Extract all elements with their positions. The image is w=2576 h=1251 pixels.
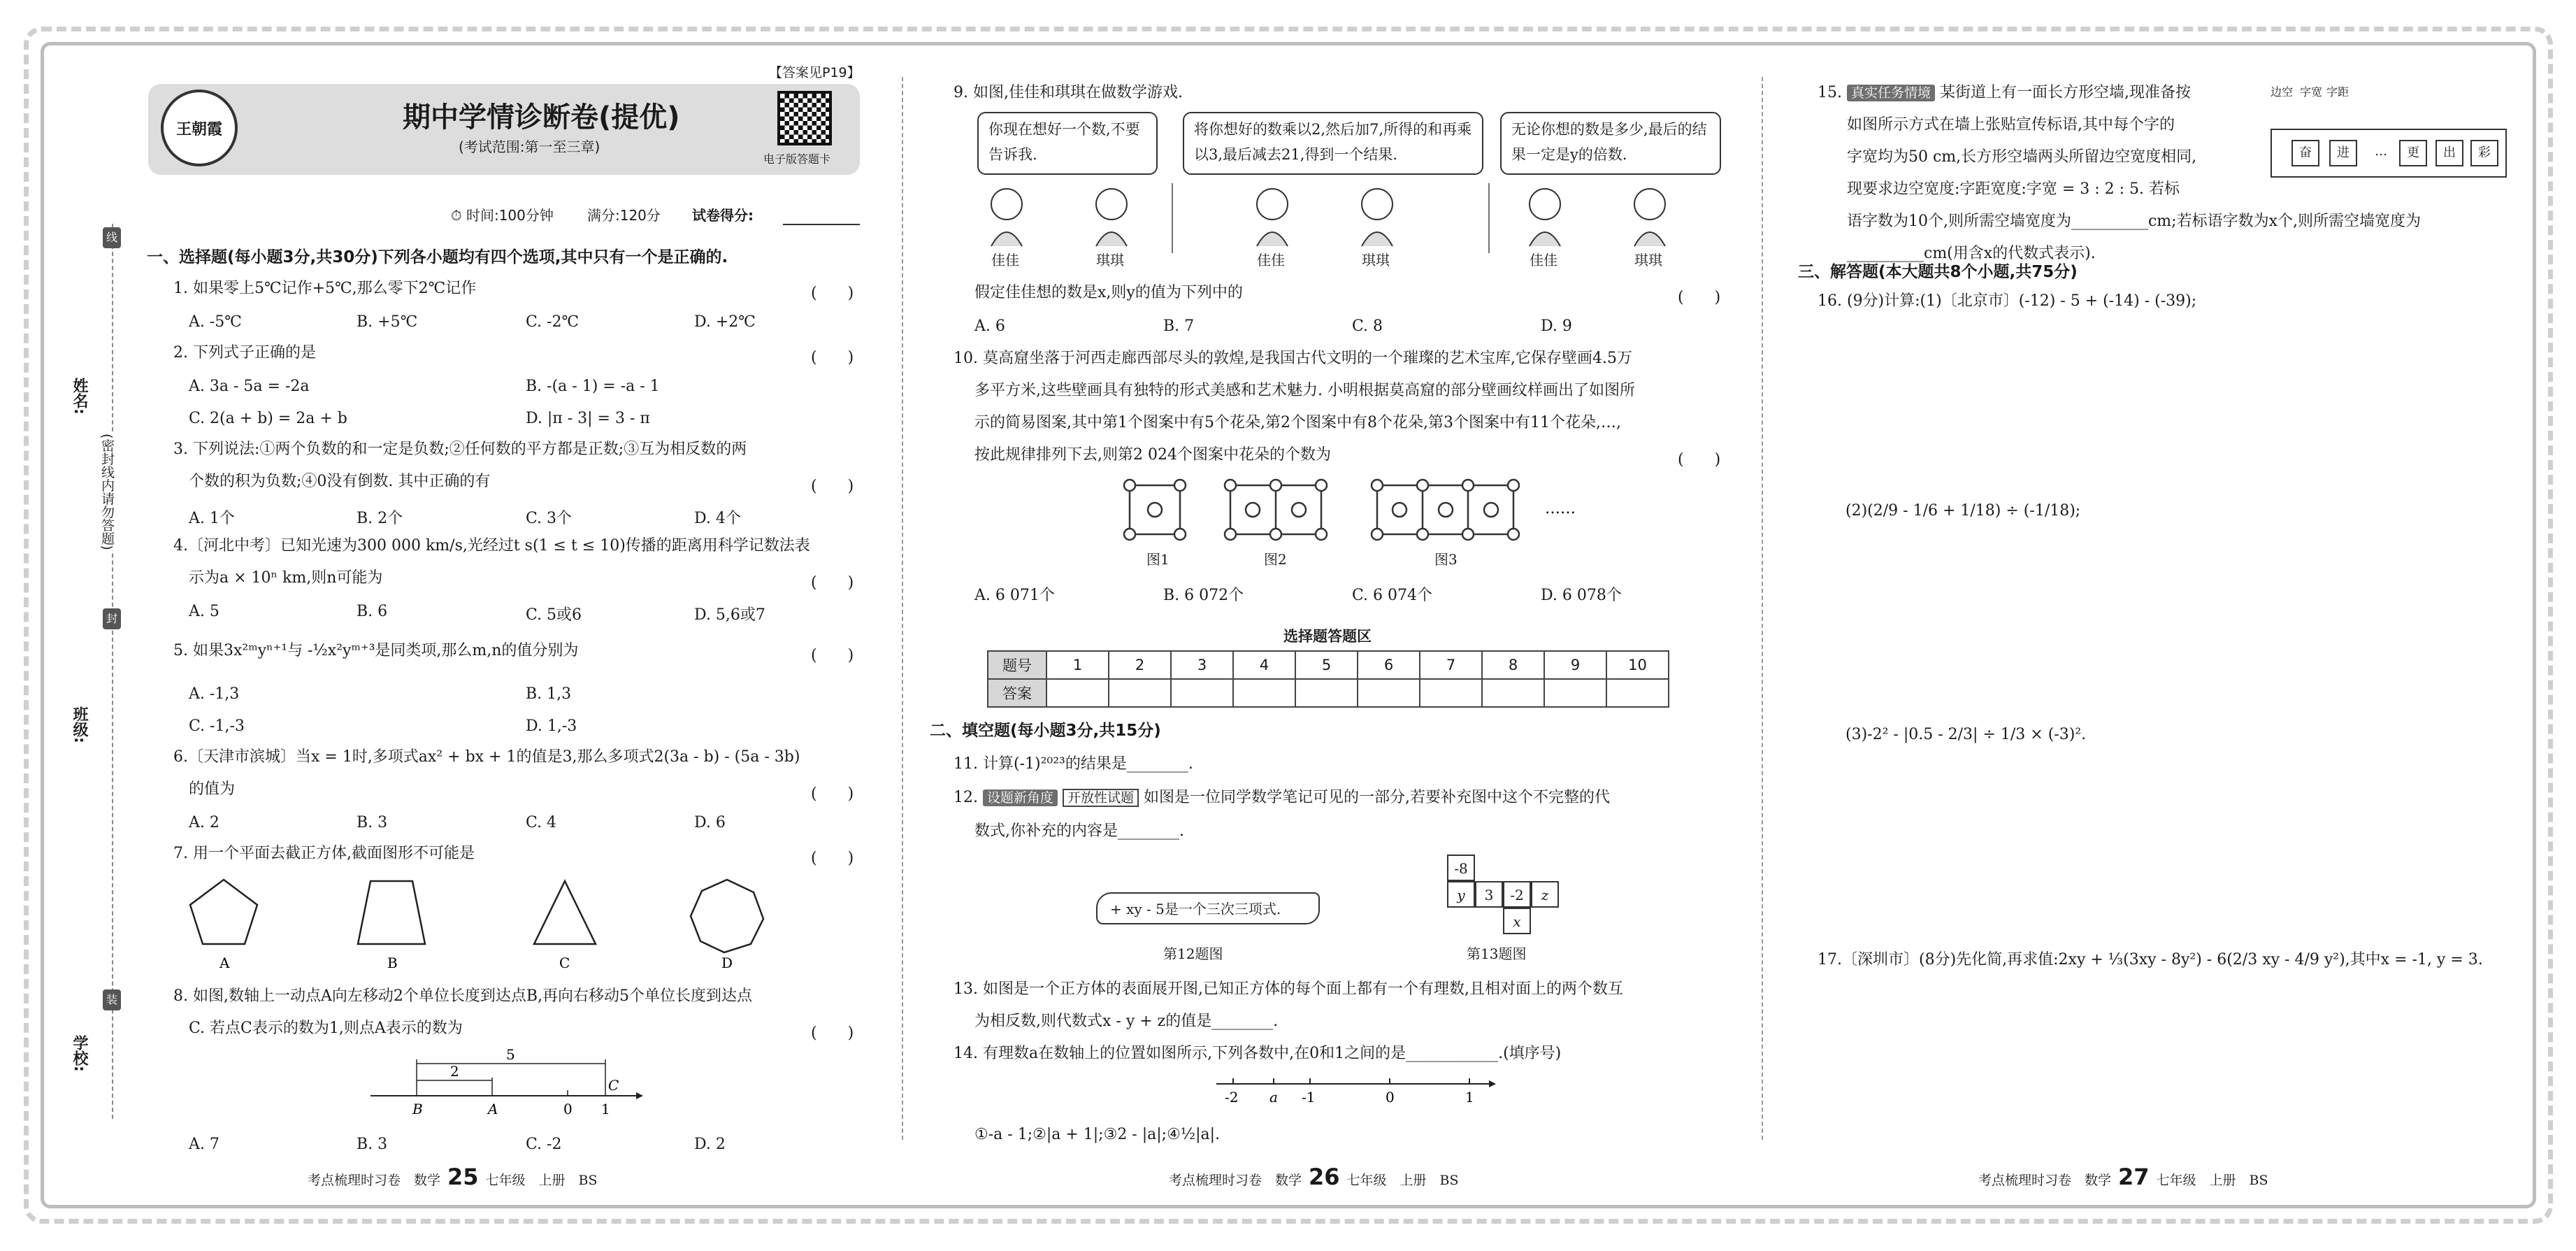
binding-note: (密封线内请勿答题) [98,434,117,550]
answer-cell-5[interactable] [1295,679,1358,707]
q15-text-line3: 字宽均为50 cm,长方形空墙两头所留边空宽度相同, [1847,148,2197,166]
answer-table-num-2: 2 [1109,651,1171,679]
q12-caption: 第12题图 [1163,945,1223,962]
answer-cell-2[interactable] [1109,679,1171,707]
q12-text-line1: 如图是一位同学数学笔记可见的一部分,若要补充图中这个不完整的代 [1144,789,1611,806]
q7-text: 7. 用一个平面去截正方体,截面图形不可能是 [173,845,475,862]
q6-option-b[interactable]: B. 3 [357,814,388,831]
pentagon-shape[interactable] [190,880,257,944]
answer-table-number-row [988,651,1669,679]
q5-answer-paren[interactable]: ( ) [811,647,854,664]
answer-cell-8[interactable] [1482,679,1544,707]
q13-text-line2: 为相反数,则代数式x - y + z的值是________. [974,1013,1279,1030]
q6-option-d[interactable]: D. 6 [694,814,726,831]
q14-text: 14. 有理数a在数轴上的位置如图所示,下列各数中,在0和1之间的是____________.(填序号) [954,1045,1562,1062]
q15-char-5: 彩 [2470,140,2498,166]
q13-cell-y: y [1447,881,1475,908]
q8-option-b[interactable]: B. 3 [357,1136,388,1153]
answer-cell-7[interactable] [1420,679,1482,707]
q3-option-c[interactable]: C. 3个 [526,510,573,527]
pattern-figure-1 [1124,480,1186,540]
q13-caption: 第13题图 [1467,945,1527,962]
q4-option-b[interactable]: B. 6 [357,603,388,620]
q9-characters [979,183,1734,253]
q12-tag-new-angle: 设题新角度 [983,789,1058,806]
answer-table-num-4: 4 [1233,651,1295,679]
q10-fig3-caption: 图3 [1434,551,1458,568]
answer-cell-9[interactable] [1544,679,1606,707]
q1-option-c[interactable]: C. -2℃ [526,313,580,331]
q3-answer-paren[interactable]: ( ) [811,478,854,495]
answer-table-answer-header: 答案 [988,679,1046,707]
q8-option-d[interactable]: D. 2 [694,1136,726,1153]
q4-text-line2: 示为a × 10ⁿ km,则n可能为 [189,569,383,587]
q1-option-d[interactable]: D. +2℃ [694,313,756,331]
q9-option-a[interactable]: A. 6 [974,317,1005,335]
q12-text [954,790,1610,806]
q9-text: 9. 如图,佳佳和琪琪在做数学游戏. [954,84,1183,101]
q5-option-b[interactable]: B. 1,3 [526,685,572,703]
q7-answer-paren[interactable]: ( ) [811,850,854,867]
octagon-shape[interactable] [691,880,763,952]
name-label: 姓名: [71,378,88,415]
q1-answer-paren[interactable]: ( ) [811,285,854,302]
q9-option-d[interactable]: D. 9 [1541,317,1572,335]
exam-full-score: 满分:120分 [587,207,661,224]
q14-tick-a: a [1269,1089,1278,1106]
qiqi-figure-2 [1362,189,1393,246]
q9-name-qiqi-2: 琪琪 [1362,252,1390,269]
q11-text: 11. 计算(-1)²⁰²³的结果是________. [954,755,1193,773]
q15-number: 15. [1818,84,1842,101]
answer-cell-6[interactable] [1358,679,1420,707]
q14-tick-0: 0 [1386,1089,1395,1106]
q2-option-c[interactable]: C. 2(a + b) = 2a + b [189,410,347,427]
q4-answer-paren[interactable]: ( ) [811,574,854,592]
q8-fig-label-zero: 0 [563,1101,573,1117]
q14-tick-neg2: -2 [1225,1089,1239,1106]
q10-text-line4: 按此规律排列下去,则第2 024个图案中花朵的个数为 [974,446,1331,464]
q14-tick-1: 1 [1465,1089,1474,1106]
q6-text-line1: 6.〔天津市滨城〕当x = 1时,多项式ax² + bx + 1的值是3,那么多项式2(3a - b) - (5a - 3b) [173,748,800,766]
q4-option-d[interactable]: D. 5,6或7 [694,606,765,624]
q16-part2: (2)(2/9 - 1/6 + 1/18) ÷ (-1/18); [1845,502,2081,520]
q9-name-qiqi-1: 琪琪 [1096,252,1124,269]
answer-cell-1[interactable] [1046,679,1109,707]
q8-number-line [364,1045,643,1122]
q10-fig1-caption: 图1 [1146,551,1170,568]
q9-option-c[interactable]: C. 8 [1352,317,1383,335]
q15-char-1: 奋 [2291,140,2319,166]
q6-text-line2: 的值为 [189,780,236,798]
q3-option-a[interactable]: A. 1个 [189,510,235,527]
footer-25-left: 考点梳理时习卷 数学 [308,1173,441,1188]
q6-answer-paren[interactable]: ( ) [811,785,854,803]
q3-text-line1: 3. 下列说法:①两个负数的和一定是负数;②任何数的平方都是正数;③互为相反数的两 [173,441,747,458]
jiajia-figure-2 [1257,189,1288,246]
footer-page-25 [308,1164,598,1190]
q10-option-b[interactable]: B. 6 072个 [1163,587,1244,604]
q10-text-line2: 多平方米,这些壁画具有独特的形式美感和艺术魅力. 小明根据莫高窟的部分壁画纹样画出了如图所 [974,382,1635,399]
q8-answer-paren[interactable]: ( ) [811,1024,854,1042]
exam-scope: (考试范围:第一至三章) [459,138,600,155]
page-number-25: 25 [447,1164,479,1190]
q15-char-3: 更 [2399,140,2427,166]
q13-cell-x: x [1503,908,1531,934]
section-3-heading: 三、解答题(本大题共8个小题,共75分) [1798,263,2078,281]
q1-option-b[interactable]: B. +5℃ [357,313,418,331]
qr-caption: 电子版答题卡 [763,152,831,166]
answer-cell-4[interactable] [1233,679,1295,707]
q8-fig-label-c: C [608,1077,619,1094]
trapezoid-shape[interactable] [358,881,425,944]
answer-ref: 【答案见P19】 [769,65,861,80]
q10-text-line1: 10. 莫高窟坐落于河西走廊西部尽头的敦煌,是我国古代文明的一个璀璨的艺术宝库,它保存壁画4.5万 [954,350,1632,367]
score-label: 试卷得分: [692,207,754,224]
answer-table-num-10: 10 [1606,651,1669,679]
q10-option-a[interactable]: A. 6 071个 [974,587,1055,604]
q12-tag-open: 开放性试题 [1063,789,1139,807]
publisher-logo [161,90,238,166]
answer-table-num-9: 9 [1544,651,1606,679]
qr-code[interactable] [777,91,832,145]
q8-option-c[interactable]: C. -2 [526,1136,562,1153]
footer-page-27 [1978,1164,2268,1190]
section-1-heading: 一、选择题(每小题3分,共30分)下列各小题均有四个选项,其中只有一个是正确的. [147,248,728,266]
footer-27-left: 考点梳理时习卷 数学 [1978,1173,2112,1188]
q3-option-d[interactable]: D. 4个 [694,510,741,527]
q13-cell-neg8: -8 [1447,855,1475,881]
q1-text: 1. 如果零上5℃记作+5℃,那么零下2℃记作 [173,280,477,297]
q13-cell-z: z [1531,881,1559,908]
answer-table-number-header: 题号 [988,651,1046,679]
q14-tick-neg1: -1 [1302,1089,1316,1106]
q15-char-4: 出 [2435,140,2463,166]
binding-line [112,224,113,1119]
school-label: 学校: [71,1035,88,1072]
answer-table-num-8: 8 [1482,651,1544,679]
footer-26-right: 七年级 上册 BS [1346,1173,1459,1188]
answer-cell-10[interactable] [1606,679,1669,707]
q8-fig-label-b: B [412,1101,423,1117]
q4-option-c[interactable]: C. 5或6 [526,606,582,624]
q7-shapes [182,874,797,972]
q10-fig2-caption: 图2 [1264,551,1287,568]
footer-page-26 [1169,1164,1459,1190]
qiqi-figure-3 [1634,189,1665,246]
column-divider-1 [902,77,903,1140]
q15-text [1818,85,2191,101]
q15-text-line5: 语字数为10个,则所需空墙宽度为__________cm;若标语字数为x个,则所需空墙宽度为 [1847,213,2421,230]
q10-patterns [1118,478,1650,548]
q9-name-jiajia-2: 佳佳 [1257,252,1285,269]
binding-seal-mark: 封 [103,608,121,629]
logo-text: 王朝霞 [175,120,222,138]
q15-fig-label-gap: 字距 [2326,85,2350,99]
q12-note-text: + xy - 5是一个三次三项式. [1110,901,1281,917]
q4-option-a[interactable]: A. 5 [189,603,220,620]
q15-tag: 真实任务情境 [1847,85,1935,101]
q14-choices: ①-a - 1;②|a + 1|;③2 - |a|;④½|a|. [974,1126,1221,1143]
q3-option-b[interactable]: B. 2个 [357,510,403,527]
q15-text-line4: 现要求边空宽度:字距宽度:字宽 = 3 : 2 : 5. 若标 [1847,180,2180,198]
q6-option-a[interactable]: A. 2 [189,814,220,831]
footer-27-right: 七年级 上册 BS [2156,1173,2268,1188]
jiajia-figure-1 [991,189,1022,246]
q15-text-line6: __________cm(用含x的代数式表示). [1847,245,2096,262]
q16-part1: 16. (9分)计算:(1)〔北京市〕(-12) - 5 + (-14) - (-39); [1818,292,2197,310]
q8-fig-label-one: 1 [601,1101,610,1117]
q8-fig-label-two: 2 [450,1063,459,1080]
q9-answer-paren[interactable]: ( ) [1678,289,1721,306]
binding-stamp-mark: 装 [103,989,121,1010]
answer-table [987,650,1669,708]
q8-text-line1: 8. 如图,数轴上一动点A向左移动2个单位长度到达点B,再向右移动5个单位长度到达点 [173,987,753,1005]
column-divider-2 [1762,77,1763,1140]
page-number-27: 27 [2118,1164,2150,1190]
q15-text-line2: 如图所示方式在墙上张贴宣传标语,其中每个字的 [1847,116,2175,134]
q3-text-line2: 个数的积为负数;④0没有倒数. 其中正确的有 [189,473,491,490]
q2-answer-paren[interactable]: ( ) [811,349,854,366]
answer-table-num-3: 3 [1171,651,1233,679]
q5-option-d[interactable]: D. 1,-3 [526,717,577,735]
q9-bubble-2: 将你想好的数乘以2,然后加7,所得的和再乘以3,最后减去21,得到一个结果. [1183,112,1483,175]
q8-fig-label-a: A [488,1101,498,1117]
q2-option-d[interactable]: D. |π - 3| = 3 - π [526,410,650,427]
q8-option-a[interactable]: A. 7 [189,1136,220,1153]
pattern-figure-3 [1372,480,1519,540]
q15-char-2: 进 [2329,140,2357,166]
answer-table-num-1: 1 [1046,651,1109,679]
q5-option-c[interactable]: C. -1,-3 [189,717,245,735]
q15-fig-label-margin: 边空 [2271,85,2294,99]
pattern-figure-2 [1225,480,1327,540]
q5-option-a[interactable]: A. -1,3 [189,685,240,703]
q10-ellipsis: …… [1545,500,1576,517]
q14-number-line [1209,1070,1503,1112]
binding-line-mark: 线 [103,227,121,248]
q12-number: 12. [954,789,978,806]
q12-text-line2: 数式,你补充的内容是________. [974,822,1184,840]
q7-label-a: A [220,955,230,971]
q10-option-c[interactable]: C. 6 074个 [1352,587,1433,604]
exam-time: ⏱ 时间:100分钟 [451,207,554,224]
q6-option-c[interactable]: C. 4 [526,814,557,831]
score-blank[interactable] [783,224,860,225]
q1-option-a[interactable]: A. -5℃ [189,313,242,331]
q8-fig-label-five: 5 [506,1046,515,1063]
q7-label-c: C [559,955,570,971]
class-label: 班级: [71,706,88,743]
qiqi-figure-1 [1096,189,1127,246]
q15-fig-label-char: 字宽 [2300,85,2323,99]
q10-answer-paren[interactable]: ( ) [1678,451,1721,469]
q15-figure [2271,83,2508,180]
answer-table-answer-row [988,679,1669,707]
jiajia-figure-3 [1530,189,1560,246]
page-title: 期中学情诊断卷(提优) [403,101,680,134]
q17-text: 17.〔深圳市〕(8分)先化简,再求值:2xy + ⅓(3xy - 8y²) - 6(2/3 xy - 4/9 y²),其中x = -1, y = 3. [1818,951,2483,968]
answer-area-title: 选择题答题区 [1283,628,1372,645]
q9-name-jiajia-1: 佳佳 [991,252,1019,269]
answer-cell-3[interactable] [1171,679,1233,707]
footer-26-left: 考点梳理时习卷 数学 [1169,1173,1302,1188]
q13-cell-neg2: -2 [1503,881,1531,908]
q13-text-line1: 13. 如图是一个正方体的表面展开图,已知正方体的每个面上都有一个有理数,且相对面上的两个数互 [954,980,1623,998]
page-number-26: 26 [1309,1164,1340,1190]
q2-option-b[interactable]: B. -(a - 1) = -a - 1 [526,378,660,395]
triangle-shape[interactable] [534,881,596,944]
q7-label-b: B [387,955,398,971]
q15-char-ellipsis: … [2375,144,2387,159]
q10-option-d[interactable]: D. 6 078个 [1541,587,1622,604]
q2-option-a[interactable]: A. 3a - 5a = -2a [189,378,310,395]
q9-bubble-1: 你现在想好一个数,不要告诉我. [977,112,1158,175]
section-2-heading: 二、填空题(每小题3分,共15分) [930,722,1161,740]
q9-ask: 假定佳佳想的数是x,则y的值为下列中的 [974,284,1243,301]
q7-label-d: D [721,955,733,971]
q15-text-line1: 某街道上有一面长方形空墙,现准备按 [1940,84,2192,101]
q9-bubble-3: 无论你想的数是多少,最后的结果一定是y的倍数. [1500,112,1721,175]
q10-text-line3: 示的简易图案,其中第1个图案中有5个花朵,第2个图案中有8个花朵,第3个图案中有11个花朵,…, [974,414,1621,431]
q16-part3: (3)-2² - |0.5 - 2/3| ÷ 1/3 × (-3)². [1845,726,2087,743]
q9-name-qiqi-3: 琪琪 [1634,252,1662,269]
answer-table-num-6: 6 [1358,651,1420,679]
footer-25-right: 七年级 上册 BS [485,1173,598,1188]
q13-cell-3: 3 [1475,881,1503,908]
q9-option-b[interactable]: B. 7 [1163,317,1195,335]
q4-text-line1: 4.〔河北中考〕已知光速为300 000 km/s,光经过t s(1 ≤ t ≤ 10)传播的距离用科学记数法表 [173,537,810,555]
q8-text-line2: C. 若点C表示的数为1,则点A表示的数为 [189,1020,463,1037]
answer-table-num-5: 5 [1295,651,1358,679]
q9-name-jiajia-3: 佳佳 [1530,252,1557,269]
q5-text: 5. 如果3x²ᵐyⁿ⁺¹与 -½x²yᵐ⁺³是同类项,那么m,n的值分别为 [173,642,579,659]
q2-text: 2. 下列式子正确的是 [173,344,316,362]
answer-table-num-7: 7 [1420,651,1482,679]
